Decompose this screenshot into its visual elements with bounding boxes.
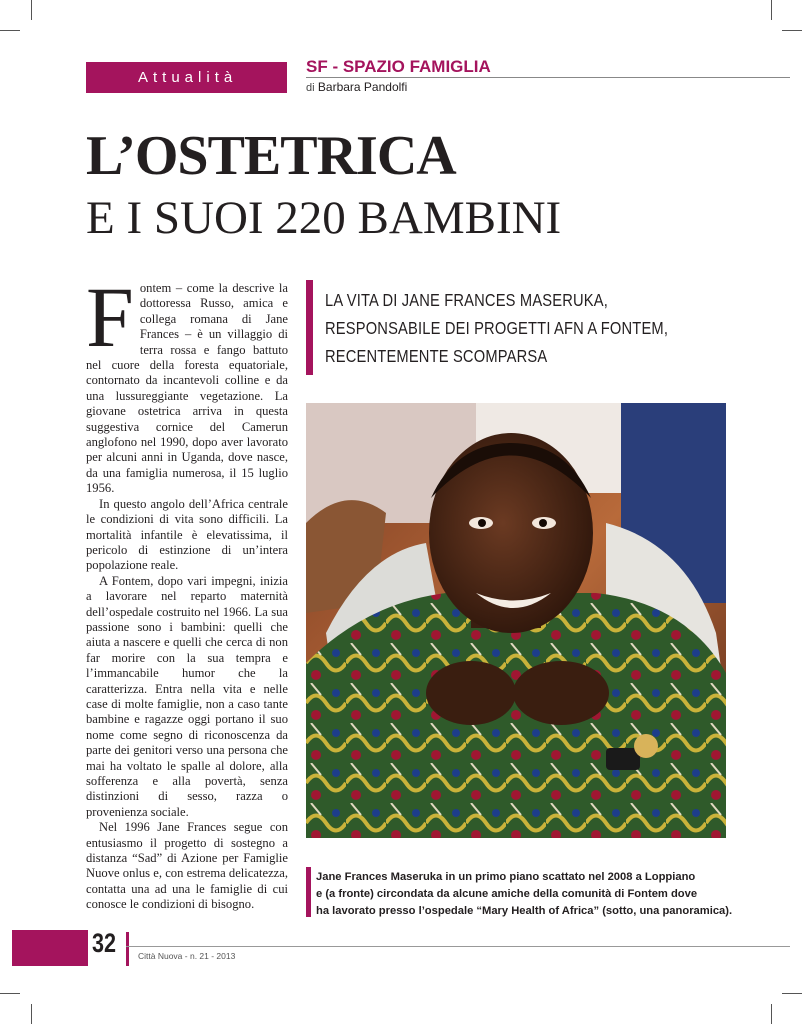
- caption-line: e (a fronte) circondata da alcune amiche della comunità di Fontem dove: [316, 888, 698, 900]
- byline: [306, 80, 407, 94]
- paragraph: A Fontem, dopo vari impegni, inizia a lavorare nel reparto maternità dell’ospedale costruito nel 1966. La sua passione sono i bambini: quelli che aiuta a nascere e quelli che cerca di non far morire con la sua tempra e l’immancabile humor che la caratterizza. Entra nella vita e nelle case di molte famiglie, non a caso tante bambine e ragazze oggi portano il suo nome come segno di riconoscenza da parte dei genitori verso una persona che mai ha voltato le spalle al dolore, alla sofferenza e alla povertà, senza distinzioni di sesso, razza o provenienza sociale.: [86, 573, 288, 819]
- paragraph: [86, 269, 288, 497]
- publication-info: Città Nuova - n. 21 - 2013: [138, 951, 236, 961]
- crop-mark: [782, 30, 802, 31]
- footer-rule: [126, 946, 790, 947]
- drop-cap: F: [86, 269, 134, 365]
- rubric-title: SF - SPAZIO FAMIGLIA: [306, 57, 491, 76]
- caption-line: Jane Frances Maseruka in un primo piano scattato nel 2008 a Loppiano: [316, 871, 696, 883]
- caption-accent-bar: [306, 867, 311, 917]
- section-tag: Attualità: [86, 62, 287, 93]
- paragraph: Nel 1996 Jane Frances segue con entusiasmo il progetto di sostegno a distanza “Sad” di Azione per Famiglie Nuove onlus e, con estrema delicatezza, contatta una ad una le famiglie di cui conosce le condizioni di bisogno.: [86, 820, 288, 912]
- crop-mark: [0, 30, 20, 31]
- byline-prefix: di: [306, 82, 315, 94]
- lead-line: LA VITA DI JANE FRANCES MASERUKA,: [325, 290, 609, 310]
- article-body: [86, 269, 288, 913]
- paragraph-text: ontem – come la descrive la dottoressa Russo, amica e collega romana di Jane Frances – è un villaggio di terra rossa e fango battuto nel cuore della foresta equatoriale, contornato da incantevoli colline e da una lussureggiante vegetazione. La giovane ostetrica arriva in questa suggestiva cornice del Camerun anglofono nel 1990, dopo aver lavorato per alcuni anni in Uganda, dove nasce, da una famiglia numerosa, il 15 luglio 1956.: [86, 281, 288, 496]
- crop-mark: [782, 993, 802, 994]
- article-title: L’OSTETRICA: [86, 125, 456, 187]
- author-name: Barbara Pandolfi: [317, 80, 408, 94]
- paragraph: In questo angolo dell’Africa centrale le condizioni di vita sono difficili. La mortalità infantile è elevatissima, il pericolo di estinzione di un’intera popolazione reale.: [86, 496, 288, 573]
- article-subtitle: E I SUOI 220 BAMBINI: [86, 192, 562, 244]
- crop-mark: [0, 993, 20, 994]
- rubric-divider: [306, 77, 790, 78]
- caption-line: ha lavorato presso l’ospedale “Mary Health of Africa” (sotto, una panoramica).: [316, 905, 733, 917]
- lead-accent-bar: [306, 280, 313, 375]
- article-lead: [325, 286, 669, 370]
- footer-separator: [126, 932, 129, 966]
- lead-line: RECENTEMENTE SCOMPARSA: [325, 346, 548, 366]
- crop-mark: [31, 0, 32, 20]
- page-number: 32: [92, 928, 117, 958]
- portrait-photo: [306, 403, 726, 838]
- crop-mark: [31, 1004, 32, 1024]
- photo-caption: [316, 869, 736, 920]
- lead-line: RESPONSABILE DEI PROGETTI AFN A FONTEM,: [325, 318, 669, 338]
- footer-accent-block: [12, 930, 88, 966]
- crop-mark: [771, 0, 772, 20]
- crop-mark: [771, 1004, 772, 1024]
